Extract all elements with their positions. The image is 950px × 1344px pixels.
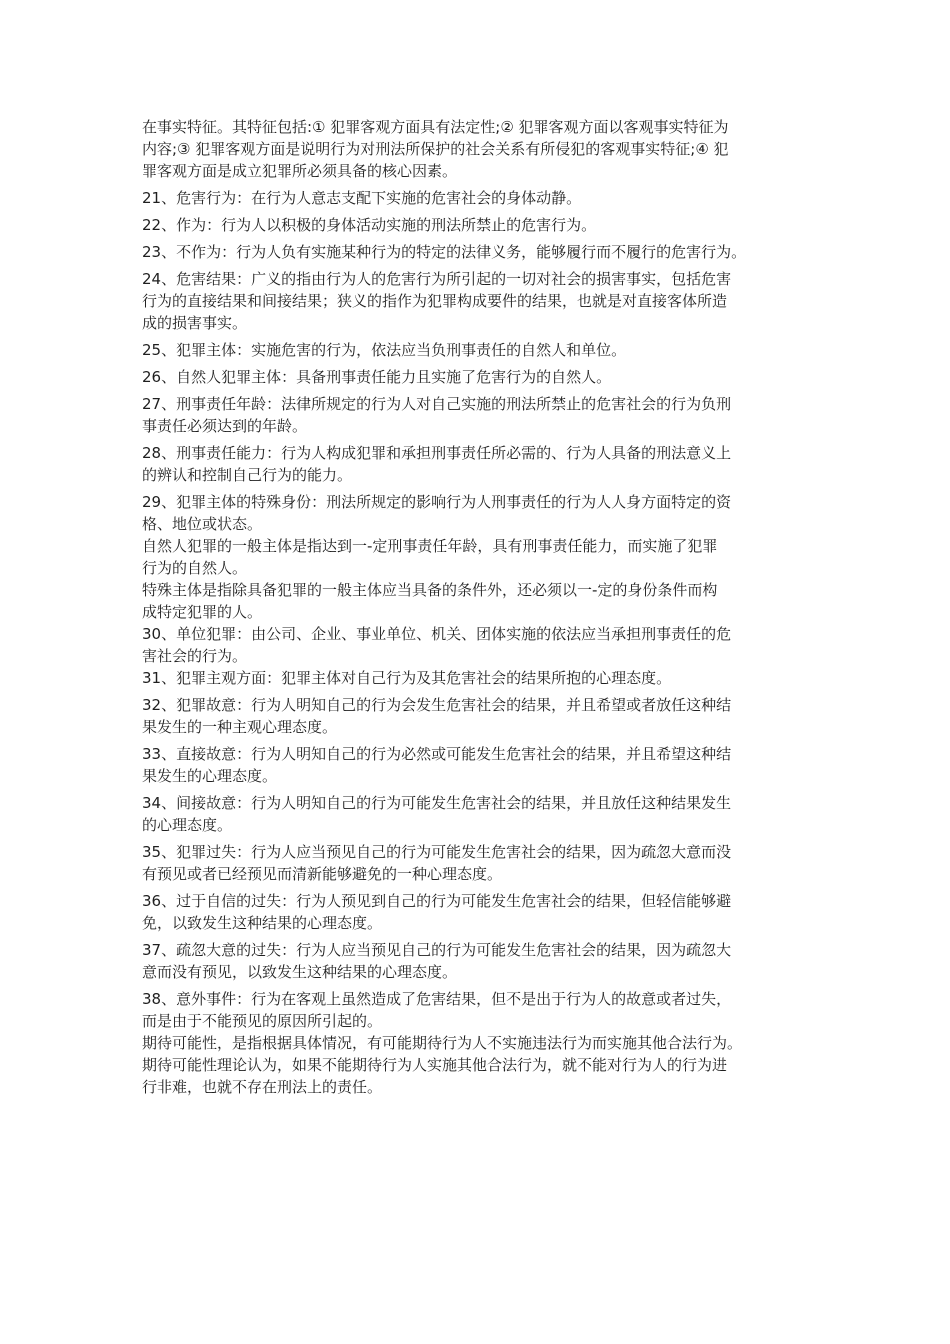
text-line: 自然人犯罪的一般主体是指达到一-定刑事责任年龄，具有刑事责任能力，而实施了犯罪 (142, 537, 718, 555)
definition-23 (142, 241, 814, 263)
text-line: 果发生的一种主观心理态度。 (142, 718, 338, 736)
text-line: 成的损害事实。 (142, 314, 248, 332)
definition-33 (142, 743, 814, 787)
text-line: 37、疏忽大意的过失：行为人应当预见自己的行为可能发生危害社会的结果，因为疏忽大 (142, 941, 732, 959)
text-line: 意而没有预见，以致发生这种结果的心理态度。 (142, 963, 458, 981)
text-line: 行为的直接结果和间接结果；狭义的指作为犯罪构成要件的结果，也就是对直接客体所造 (142, 292, 728, 310)
paragraph-expectation-theory (142, 1054, 814, 1098)
paragraph-expectation-possibility (142, 1032, 814, 1054)
text-line: 23、不作为：行为人负有实施某种行为的特定的法律义务，能够履行而不履行的危害行为。 (142, 243, 747, 261)
text-line: 26、自然人犯罪主体：具备刑事责任能力且实施了危害行为的自然人。 (142, 368, 612, 386)
text-line: 35、犯罪过失：行为人应当预见自己的行为可能发生危害社会的结果，因为疏忽大意而没 (142, 843, 732, 861)
definition-37 (142, 939, 814, 983)
text-line: 特殊主体是指除具备犯罪的一般主体应当具备的条件外，还必须以一-定的身份条件而构 (142, 581, 718, 599)
text-line: 38、意外事件：行为在客观上虽然造成了危害结果，但不是出于行为人的故意或者过失， (142, 990, 732, 1008)
text-line: 33、直接故意：行为人明知自己的行为必然或可能发生危害社会的结果，并且希望这种结 (142, 745, 732, 763)
text-line: 而是由于不能预见的原因所引起的。 (142, 1012, 383, 1030)
definition-27 (142, 393, 814, 437)
document-body (142, 116, 814, 1098)
text-line: 34、间接故意：行为人明知自己的行为可能发生危害社会的结果，并且放任这种结果发生 (142, 794, 732, 812)
text-line: 害社会的行为。 (142, 647, 248, 665)
text-line: 24、危害结果：广义的指由行为人的危害行为所引起的一切对社会的损害事实，包括危害 (142, 270, 732, 288)
text-line: 期待可能性理论认为，如果不能期待行为人实施其他合法行为，就不能对行为人的行为进 (142, 1056, 728, 1074)
text-line: 行非难，也就不存在刑法上的责任。 (142, 1078, 383, 1096)
definition-38 (142, 988, 814, 1032)
definition-21 (142, 187, 814, 209)
definition-24 (142, 268, 814, 334)
text-line: 22、作为：行为人以积极的身体活动实施的刑法所禁止的危害行为。 (142, 216, 597, 234)
text-line: 21、危害行为：在行为人意志支配下实施的危害社会的身体动静。 (142, 189, 582, 207)
text-line: 25、犯罪主体：实施危害的行为，依法应当负刑事责任的自然人和单位。 (142, 341, 627, 359)
text-line: 29、犯罪主体的特殊身份：刑法所规定的影响行为人刑事责任的行为人人身方面特定的资 (142, 493, 732, 511)
definition-26 (142, 366, 814, 388)
text-line: 31、犯罪主观方面：犯罪主体对自己行为及其危害社会的结果所抱的心理态度。 (142, 669, 672, 687)
definition-32 (142, 694, 814, 738)
definition-29 (142, 491, 814, 535)
text-line: 果发生的心理态度。 (142, 767, 278, 785)
definition-22 (142, 214, 814, 236)
text-line: 格、地位或状态。 (142, 515, 263, 533)
text-line: 内容;③ 犯罪客观方面是说明行为对刑法所保护的社会关系有所侵犯的客观事实特征;④ 犯 (142, 140, 729, 158)
text-line: 28、刑事责任能力：行为人构成犯罪和承担刑事责任所必需的、行为人具备的刑法意义上 (142, 444, 732, 462)
definition-31 (142, 667, 814, 689)
text-line: 的心理态度。 (142, 816, 233, 834)
text-line: 成特定犯罪的人。 (142, 603, 263, 621)
text-line: 在事实特征。其特征包括:① 犯罪客观方面具有法定性;② 犯罪客观方面以客观事实特征为 (142, 118, 729, 136)
definition-25 (142, 339, 814, 361)
definition-34 (142, 792, 814, 836)
text-line: 事责任必须达到的年龄。 (142, 417, 308, 435)
text-line: 免，以致发生这种结果的心理态度。 (142, 914, 383, 932)
text-line: 36、过于自信的过失：行为人预见到自己的行为可能发生危害社会的结果，但轻信能够避 (142, 892, 732, 910)
paragraph-general-subject (142, 535, 814, 579)
definition-35 (142, 841, 814, 885)
definition-28 (142, 442, 814, 486)
text-line: 30、单位犯罪：由公司、企业、事业单位、机关、团体实施的依法应当承担刑事责任的危 (142, 625, 732, 643)
text-line: 罪客观方面是成立犯罪所必须具备的核心因素。 (142, 162, 458, 180)
text-line: 期待可能性，是指根据具体情况，有可能期待行为人不实施违法行为而实施其他合法行为。 (142, 1034, 743, 1052)
definition-36 (142, 890, 814, 934)
text-line: 行为的自然人。 (142, 559, 248, 577)
definition-30 (142, 623, 814, 667)
text-line: 的辨认和控制自己行为的能力。 (142, 466, 353, 484)
text-line: 有预见或者已经预见而清新能够避免的一种心理态度。 (142, 865, 503, 883)
paragraph (142, 116, 814, 182)
text-line: 27、刑事责任年龄：法律所规定的行为人对自己实施的刑法所禁止的危害社会的行为负刑 (142, 395, 732, 413)
paragraph-special-subject (142, 579, 814, 623)
text-line: 32、犯罪故意：行为人明知自己的行为会发生危害社会的结果，并且希望或者放任这种结 (142, 696, 732, 714)
